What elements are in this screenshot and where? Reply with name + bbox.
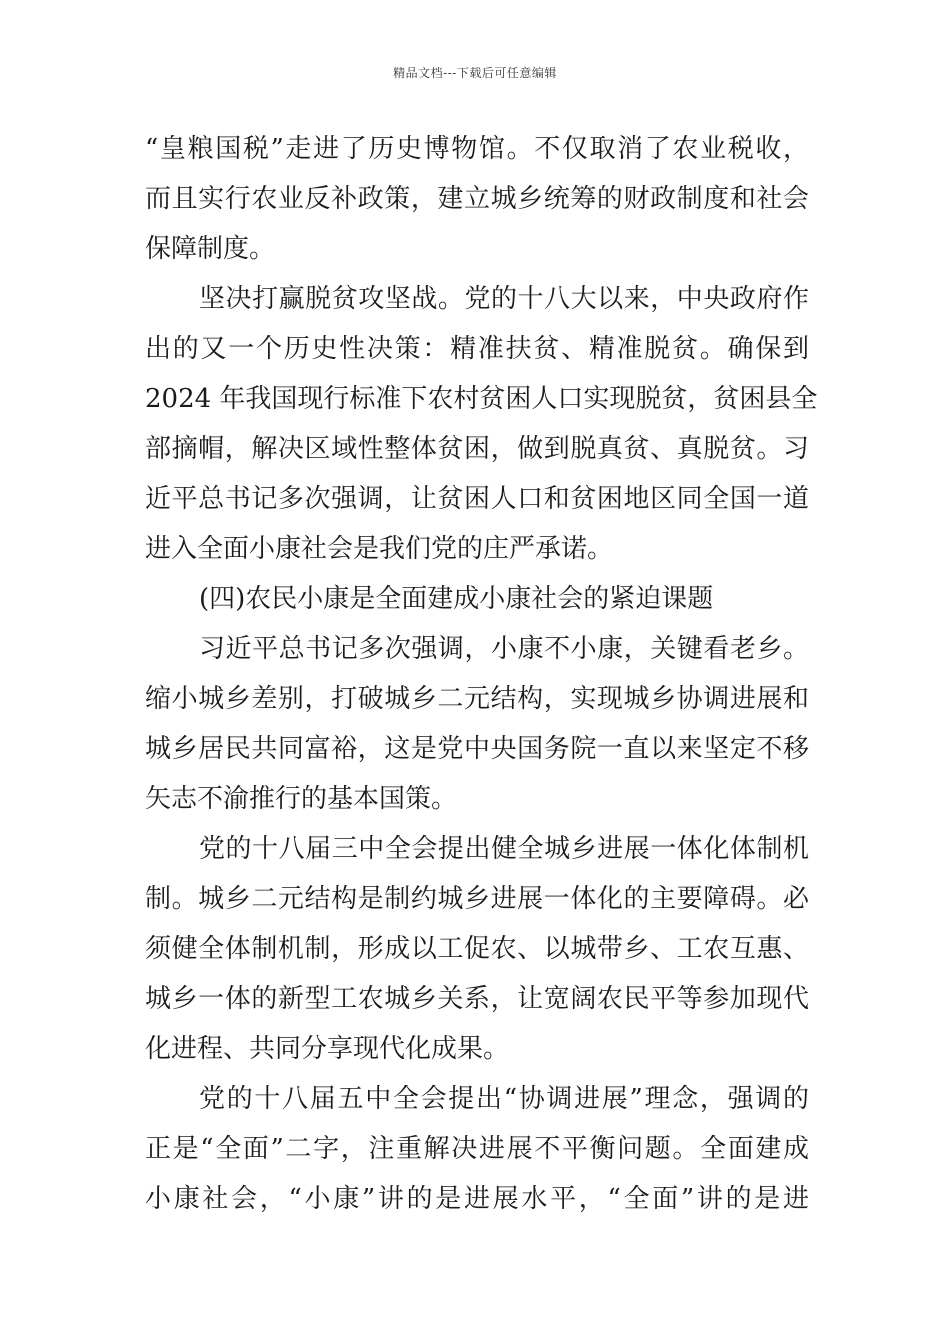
text-line: 部摘帽，解决区域性整体贫困，做到脱真贫、真脱贫。习 xyxy=(145,434,809,464)
paragraph-first-line: 党的十八届三中全会提出健全城乡进展一体化体制机 xyxy=(199,834,809,864)
text-line: 须健全体制机制，形成以工促农、以城带乡、工农互惠、 xyxy=(145,934,809,964)
text-line: 矢志不渝推行的基本国策。 xyxy=(145,784,458,814)
text-line: 而且实行农业反补政策，建立城乡统筹的财政制度和社会 xyxy=(145,184,809,214)
page-header: 精品文档---下载后可任意编辑 xyxy=(393,66,557,80)
text-line: 化进程、共同分享现代化成果。 xyxy=(145,1034,510,1064)
text-line: 城乡居民共同富裕，这是党中央国务院一直以来坚定不移 xyxy=(145,734,809,764)
text-line: 保障制度。 xyxy=(145,234,276,264)
text-line: 正是“全面”二字，注重解决进展不平衡问题。全面建成 xyxy=(145,1134,809,1164)
text-line: 进入全面小康社会是我们党的庄严承诺。 xyxy=(145,534,614,564)
text-line: 2024 年我国现行标准下农村贫困人口实现脱贫，贫困县全 xyxy=(145,384,818,414)
text-line: “皇粮国税”走进了历史博物馆。不仅取消了农业税收， xyxy=(145,134,809,164)
text-line: 小康社会，“小康”讲的是进展水平，“全面”讲的是进 xyxy=(145,1184,809,1214)
text-line: 缩小城乡差别，打破城乡二元结构，实现城乡协调进展和 xyxy=(145,684,809,714)
section-heading: (四)农民小康是全面建成小康社会的紧迫课题 xyxy=(199,584,714,614)
paragraph-first-line: 习近平总书记多次强调，小康不小康，关键看老乡。 xyxy=(199,634,809,664)
text-line: 制。城乡二元结构是制约城乡进展一体化的主要障碍。必 xyxy=(145,884,809,914)
text-line: 近平总书记多次强调，让贫困人口和贫困地区同全国一道 xyxy=(145,484,809,514)
paragraph-first-line: 党的十八届五中全会提出“协调进展”理念，强调的 xyxy=(199,1084,809,1114)
paragraph-first-line: 坚决打赢脱贫攻坚战。党的十八大以来，中央政府作 xyxy=(199,284,809,314)
document-body xyxy=(145,124,818,1224)
text-line: 出的又一个历史性决策：精准扶贫、精准脱贫。确保到 xyxy=(145,334,809,364)
text-line: 城乡一体的新型工农城乡关系，让宽阔农民平等参加现代 xyxy=(145,984,809,1014)
